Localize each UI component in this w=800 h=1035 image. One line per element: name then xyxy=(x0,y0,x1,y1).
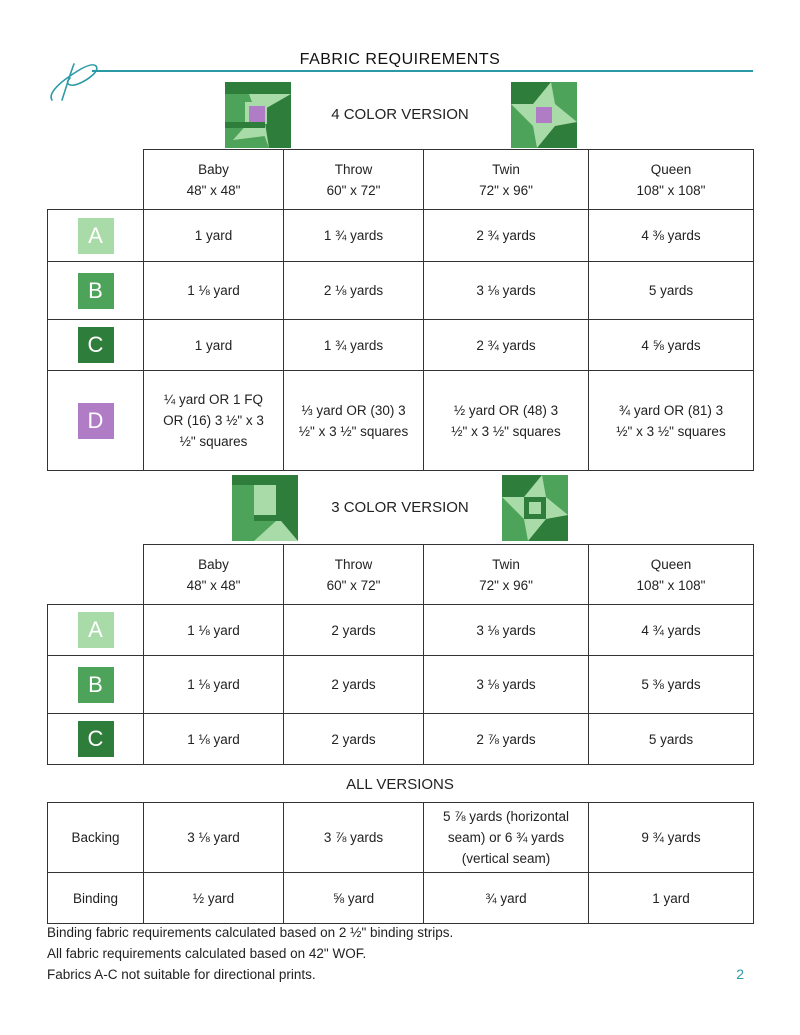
four-color-table xyxy=(47,149,754,471)
cell: ⅓ yard OR (30) 3 ½" x 3 ½" squares xyxy=(284,371,424,471)
row-label-backing: Backing xyxy=(48,803,144,873)
header-rule xyxy=(92,70,753,72)
cell: 1 ⅛ yard xyxy=(144,605,284,656)
table-row xyxy=(48,262,754,320)
cell: ⅝ yard xyxy=(284,873,424,924)
cell: 1 ⅛ yard xyxy=(144,714,284,765)
table-row xyxy=(48,210,754,262)
three-color-title: 3 COLOR VERSION xyxy=(331,499,469,516)
cell: 4 ⅝ yards xyxy=(589,320,754,371)
cell: 1 ⅛ yard xyxy=(144,656,284,714)
table-row xyxy=(48,320,754,371)
cell: 1 yard xyxy=(144,320,284,371)
note-directional: Fabrics A-C not suitable for directional prints. xyxy=(47,967,316,982)
note-binding: Binding fabric requirements calculated based on 2 ½" binding strips. xyxy=(47,925,454,940)
cell: 2 yards xyxy=(284,656,424,714)
header-twin: Twin 72" x 96" xyxy=(424,150,589,210)
cell: 1 yard xyxy=(589,873,754,924)
table-row xyxy=(48,371,754,471)
cell: 4 ¾ yards xyxy=(589,605,754,656)
fabric-b-swatch: B xyxy=(78,273,114,309)
header-throw: Throw 60" x 72" xyxy=(284,150,424,210)
cell: 5 yards xyxy=(589,714,754,765)
cell: 5 yards xyxy=(589,262,754,320)
fabric-c-swatch: C xyxy=(78,327,114,363)
cell: 1 ¾ yards xyxy=(284,210,424,262)
notes xyxy=(47,922,453,985)
table-row xyxy=(48,605,754,656)
cell: 2 yards xyxy=(284,605,424,656)
header-twin: Twin 72" x 96" xyxy=(424,545,589,605)
fabric-b-swatch: B xyxy=(78,667,114,703)
cell: 2 ¾ yards xyxy=(424,320,589,371)
cell: 4 ⅜ yards xyxy=(589,210,754,262)
cell: 3 ⅛ yards xyxy=(424,262,589,320)
all-versions-table xyxy=(47,802,754,924)
cell: 2 ⅛ yards xyxy=(284,262,424,320)
fabric-a-swatch: A xyxy=(78,612,114,648)
cell: 1 yard xyxy=(144,210,284,262)
page-title: FABRIC REQUIREMENTS xyxy=(299,51,501,68)
all-versions-title: ALL VERSIONS xyxy=(346,776,454,793)
cell: ¾ yard xyxy=(424,873,589,924)
corner-cell xyxy=(48,545,144,605)
header-baby: Baby 48" x 48" xyxy=(144,545,284,605)
cell: 3 ⅛ yard xyxy=(144,803,284,873)
header-baby: Baby 48" x 48" xyxy=(144,150,284,210)
cell: 2 ⅞ yards xyxy=(424,714,589,765)
cell: ½ yard OR (48) 3 ½" x 3 ½" squares xyxy=(424,371,589,471)
cell: 1 ¾ yards xyxy=(284,320,424,371)
table-row xyxy=(48,656,754,714)
cell: 3 ⅞ yards xyxy=(284,803,424,873)
cell: 3 ⅛ yards xyxy=(424,656,589,714)
table-row xyxy=(48,803,754,873)
row-label-binding: Binding xyxy=(48,873,144,924)
cell: 3 ⅛ yards xyxy=(424,605,589,656)
note-wof: All fabric requirements calculated based on 42" WOF. xyxy=(47,946,367,961)
cell: 2 yards xyxy=(284,714,424,765)
cell: 5 ⅜ yards xyxy=(589,656,754,714)
three-color-table xyxy=(47,544,754,765)
four-color-title: 4 COLOR VERSION xyxy=(331,106,469,123)
table-row xyxy=(48,714,754,765)
page-number: 2 xyxy=(736,966,744,982)
cell: 9 ¾ yards xyxy=(589,803,754,873)
cell: 5 ⅞ yards (horizontal seam) or 6 ¾ yards (vertical seam) xyxy=(424,803,589,873)
table-row xyxy=(48,873,754,924)
fabric-d-swatch: D xyxy=(78,403,114,439)
header-throw: Throw 60" x 72" xyxy=(284,545,424,605)
cell: ¼ yard OR 1 FQ OR (16) 3 ½" x 3 ½" squares xyxy=(144,371,284,471)
corner-cell xyxy=(48,150,144,210)
header-queen: Queen 108" x 108" xyxy=(589,545,754,605)
fabric-c-swatch: C xyxy=(78,721,114,757)
fabric-a-swatch: A xyxy=(78,218,114,254)
header-queen: Queen 108" x 108" xyxy=(589,150,754,210)
cell: 2 ¾ yards xyxy=(424,210,589,262)
cell: ½ yard xyxy=(144,873,284,924)
cell: 1 ⅛ yard xyxy=(144,262,284,320)
cell: ¾ yard OR (81) 3 ½" x 3 ½" squares xyxy=(589,371,754,471)
